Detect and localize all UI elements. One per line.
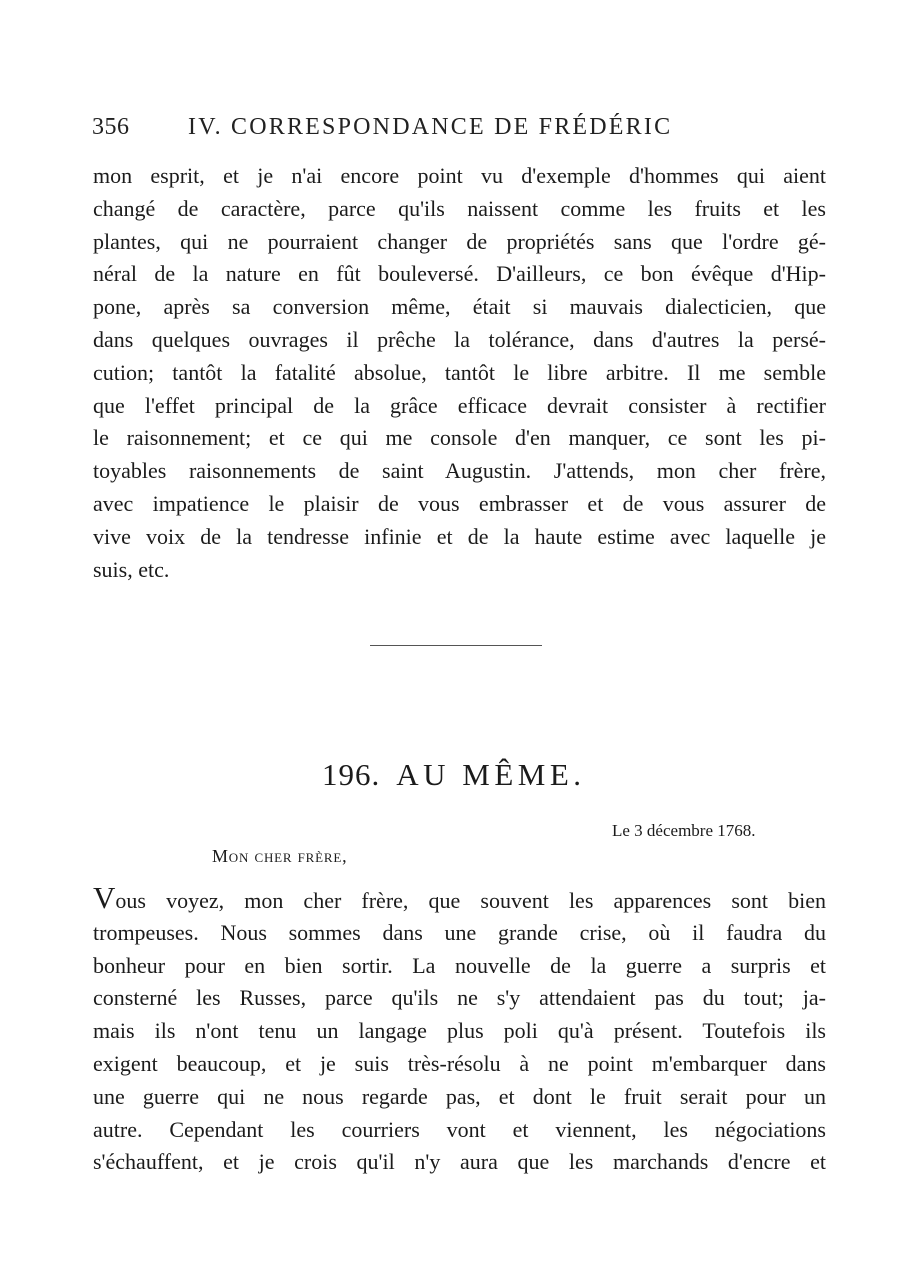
text-line-first [93,884,826,917]
first-line-text: ous voyez, mon cher frère, que souvent les apparences sont bien [115,888,826,913]
page-number: 356 [92,114,130,140]
letter-number: 196. [322,757,381,792]
text-line: s'échauffent, et je crois qu'il n'y aura que les marchands d'encre et [93,1149,826,1175]
text-line: mon esprit, et je n'ai encore point vu d'exemple d'hommes qui aient [93,163,826,188]
text-line: que l'effet principal de la grâce efficace devrait consister à rectifier [93,392,826,418]
text-line: pone, après sa conversion même, était si mauvais dialecticien, que [93,294,826,320]
text-line: exigent beaucoup, et je suis très-résolu à ne point m'embarquer dans [93,1050,826,1076]
running-head [92,114,732,146]
text-line: suis, etc. [93,556,170,582]
text-line: bonheur pour en bien sortir. La nouvelle de la guerre a surpris et [93,952,826,978]
text-line: vive voix de la tendresse infinie et de la haute estime avec laquelle je [93,523,826,549]
letter-date: Le 3 décembre 1768. [612,821,756,840]
text-line: dans quelques ouvrages il prêche la tolérance, dans d'autres la persé- [93,326,826,352]
text-line: autre. Cependant les courriers vont et viennent, les négociations [93,1116,826,1142]
previous-letter-continuation [93,160,826,586]
letter-body [93,884,826,1179]
text-line: changé de caractère, parce qu'ils naissent comme les fruits et les [93,195,826,221]
text-line: cution; tantôt la fatalité absolue, tantôt le libre arbitre. Il me semble [93,359,826,385]
text-line: consterné les Russes, parce qu'ils ne s'y attendaient pas du tout; ja- [93,985,826,1011]
text-line: toyables raisonnements de saint Augustin. J'attends, mon cher frère, [93,458,826,484]
letter-title: AU MÊME. [396,757,586,792]
initial-letter: V [93,884,116,915]
text-line: néral de la nature en fût bouleversé. D'ailleurs, ce bon évêque d'Hip- [93,261,826,287]
text-line: mais ils n'ont tenu un langage plus poli qu'à présent. Toutefois ils [93,1018,826,1044]
running-title: IV. CORRESPONDANCE DE FRÉDÉRIC [188,114,673,140]
letter-heading [322,757,586,793]
letter-salutation: Mon cher frère, [212,846,348,866]
text-line: une guerre qui ne nous regarde pas, et dont le fruit serait pour un [93,1083,826,1109]
text-line: avec impatience le plaisir de vous embrasser et de vous assurer de [93,490,826,516]
text-line: plantes, qui ne pourraient changer de propriétés sans que l'ordre gé- [93,228,826,254]
section-separator-rule [370,645,542,646]
text-line: trompeuses. Nous sommes dans une grande crise, où il faudra du [93,919,826,945]
text-line: le raisonnement; et ce qui me console d'en manquer, ce sont les pi- [93,425,826,451]
